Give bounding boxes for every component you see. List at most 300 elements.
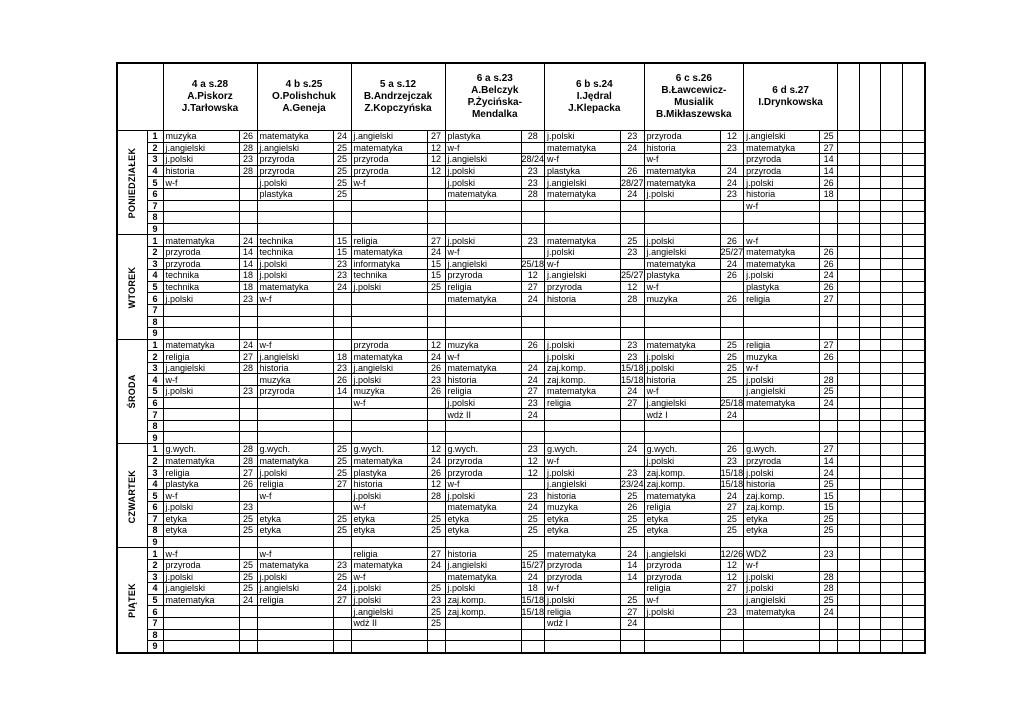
room-cell: 15 [427,258,445,270]
subject-cell [744,432,820,444]
subject-cell [445,304,521,316]
extra-cell [860,629,881,641]
extra-cell [860,304,881,316]
room-cell: 27 [820,444,838,456]
room-cell: 26 [720,235,744,247]
subject-cell: w-f [545,154,621,166]
room-cell [239,409,257,421]
day-label: WTOREK [117,235,147,339]
room-cell: 15/18 [720,479,744,490]
room-cell: 23 [820,548,838,560]
extra-cell [903,536,925,548]
extra-cell [903,223,925,235]
extra-cell [881,212,903,224]
subject-cell: muzyka [445,339,521,351]
subject-cell: technika [351,270,427,282]
subject-cell: matematyka [351,142,427,154]
subject-cell [744,420,820,432]
subject-cell: w-f [351,177,427,189]
lesson-number: 6 [147,502,163,514]
room-cell: 25 [820,478,838,490]
room-cell: 25/18 [720,397,744,408]
room-cell [521,420,545,432]
extra-cell [881,188,903,200]
subject-cell: j.angielski [445,559,521,571]
room-cell: 24 [621,386,645,398]
subject-cell: muzyka [644,293,720,305]
extra-cell [838,455,860,467]
extra-header-cell [881,63,903,131]
subject-cell [163,223,239,235]
extra-cell [903,548,925,560]
room-cell: 25 [720,525,744,537]
room-cell: 26 [621,502,645,514]
subject-cell: g.wych. [744,444,820,456]
room-cell: 27 [239,351,257,363]
subject-cell [644,316,720,328]
subject-cell: j.angielski [545,478,621,490]
day-label: PIĄTEK [117,548,147,653]
extra-cell [838,316,860,328]
room-cell: 15 [820,502,838,514]
subject-cell: technika [257,235,333,247]
room-cell: 14 [239,246,257,258]
subject-cell: etyka [744,513,820,525]
room-cell [720,212,744,224]
lesson-number: 6 [147,188,163,200]
subject-cell: w-f [545,583,621,595]
subject-cell: religia [644,583,720,595]
subject-cell: etyka [445,513,521,525]
subject-cell [644,629,720,641]
subject-cell: przyroda [644,559,720,571]
extra-cell [881,397,903,409]
room-cell [521,536,545,548]
room-cell: 12 [427,444,445,456]
room-cell: 23 [720,606,744,618]
lesson-row [117,444,925,456]
subject-cell [351,223,427,235]
extra-cell [903,212,925,224]
room-cell: 25 [333,177,351,189]
room-cell [621,258,645,270]
room-cell: 28 [621,293,645,305]
subject-cell: historia [445,374,521,386]
extra-cell [860,583,881,595]
subject-cell: matematyka [163,339,239,351]
subject-cell: j.angielski [351,131,427,143]
room-cell: 24 [427,246,445,258]
extra-cell [860,362,881,374]
room-cell: 25 [239,571,257,583]
subject-cell: j.angielski [257,583,333,595]
room-cell [427,223,445,235]
room-cell: 25 [333,455,351,467]
extra-cell [838,548,860,560]
subject-cell: etyka [644,513,720,525]
subject-cell: historia [163,165,239,177]
lesson-number: 4 [147,583,163,595]
room-cell [239,200,257,212]
class-header-line: J.Tarłowska [181,103,239,114]
room-cell [720,594,744,606]
lesson-row [117,154,925,166]
subject-cell: j.polski [163,571,239,583]
subject-cell [257,606,333,618]
room-cell [427,502,445,514]
lesson-row [117,188,925,200]
extra-cell [881,420,903,432]
class-header-line: 6 a s.23 [476,73,513,84]
extra-cell [860,235,881,247]
subject-cell: matematyka [545,548,621,560]
lesson-row [117,246,925,258]
room-cell: 27 [820,339,838,351]
subject-cell [545,432,621,444]
lesson-number: 5 [147,386,163,398]
extra-cell [903,131,925,143]
subject-cell: historia [744,478,820,490]
subject-cell: matematyka [163,594,239,606]
subject-cell: matematyka [163,235,239,247]
subject-cell [744,536,820,548]
room-cell: 14 [239,258,257,270]
extra-cell [903,478,925,490]
extra-cell [881,223,903,235]
subject-cell: matematyka [744,606,820,618]
extra-cell [860,212,881,224]
class-header [644,63,744,131]
room-cell [333,432,351,444]
subject-cell: j.polski [644,235,720,247]
extra-cell [903,177,925,189]
room-cell: 12/26 [720,548,744,559]
room-cell: 25 [333,154,351,166]
subject-cell: j.polski [257,467,333,479]
subject-cell: j.polski [257,258,333,270]
subject-cell [257,328,333,340]
extra-cell [838,246,860,258]
extra-cell [881,177,903,189]
lesson-number: 1 [147,339,163,351]
room-cell: 26 [427,386,445,398]
subject-cell: j.polski [163,386,239,398]
lesson-row [117,594,925,606]
room-cell [621,641,645,653]
day-label: CZWARTEK [117,444,147,548]
subject-cell: religia [257,594,333,606]
extra-cell [860,293,881,305]
subject-cell: etyka [351,513,427,525]
extra-cell [838,339,860,351]
lesson-number: 7 [147,513,163,525]
subject-cell: muzyka [545,502,621,514]
room-cell [333,617,351,629]
extra-cell [838,131,860,143]
extra-cell [881,293,903,305]
lesson-row [117,490,925,502]
subject-cell [744,641,820,653]
lesson-row [117,281,925,293]
room-cell [427,188,445,200]
room-cell [720,641,744,653]
extra-cell [903,351,925,363]
lesson-row [117,374,925,386]
extra-cell [838,188,860,200]
extra-cell [903,258,925,270]
room-cell: 25/27 [621,270,644,281]
subject-cell: matematyka [351,351,427,363]
extra-cell [860,478,881,490]
subject-cell [351,629,427,641]
room-cell [333,536,351,548]
extra-cell [860,223,881,235]
subject-cell [744,617,820,629]
room-cell: 23 [521,444,545,456]
room-cell [820,617,838,629]
lesson-number: 7 [147,304,163,316]
day-group [117,444,925,548]
subject-cell [744,409,820,421]
subject-cell [644,617,720,629]
subject-cell [545,420,621,432]
lesson-number: 3 [147,362,163,374]
subject-cell: plastyka [644,270,720,282]
subject-cell: w-f [163,490,239,502]
subject-cell: w-f [257,548,333,560]
extra-cell [860,339,881,351]
lesson-number: 4 [147,165,163,177]
class-header [545,63,645,131]
room-cell: 24 [621,617,645,629]
room-cell [820,536,838,548]
lesson-number: 2 [147,559,163,571]
subject-cell [351,420,427,432]
room-cell: 24 [720,258,744,270]
extra-cell [881,490,903,502]
extra-cell [903,641,925,653]
subject-cell: j.angielski [445,154,521,166]
room-cell [427,536,445,548]
extra-cell [860,374,881,386]
room-cell: 27 [427,548,445,560]
subject-cell: j.polski [257,177,333,189]
subject-cell: j.polski [744,374,820,386]
subject-cell: w-f [744,200,820,212]
room-cell: 25 [521,548,545,560]
room-cell [720,629,744,641]
subject-cell: przyroda [257,154,333,166]
subject-cell: zaj.komp. [545,374,621,386]
subject-cell: matematyka [445,571,521,583]
room-cell: 27 [239,467,257,479]
subject-cell: matematyka [644,258,720,270]
lesson-row [117,386,925,398]
subject-cell: matematyka [744,246,820,258]
class-header-line: A.Piskorz [187,91,233,102]
extra-cell [881,246,903,258]
subject-cell: j.angielski [445,258,521,270]
subject-cell: matematyka [545,142,621,154]
room-cell: 25 [427,606,445,618]
extra-cell [881,328,903,340]
extra-cell [903,490,925,502]
subject-cell [257,316,333,328]
lesson-number: 5 [147,177,163,189]
extra-cell [881,386,903,398]
room-cell: 12 [521,270,545,282]
extra-cell [903,432,925,444]
subject-cell: matematyka [257,559,333,571]
extra-cell [881,432,903,444]
room-cell: 12 [427,339,445,351]
extra-cell [838,281,860,293]
extra-cell [881,270,903,282]
room-cell [239,397,257,409]
lesson-number: 6 [147,606,163,618]
room-cell: 25/18 [521,258,545,269]
subject-cell: religia [163,467,239,479]
subject-cell: j.polski [257,571,333,583]
subject-cell: j.polski [445,397,521,409]
room-cell: 14 [820,165,838,177]
subject-cell: zaj.komp. [445,594,521,606]
subject-cell: etyka [351,525,427,537]
room-cell: 24 [820,467,838,479]
room-cell [720,316,744,328]
room-cell: 23 [521,235,545,247]
room-cell [720,536,744,548]
room-cell [820,316,838,328]
day-group [117,548,925,653]
room-cell: 28 [239,165,257,177]
room-cell: 24 [239,339,257,351]
lesson-row [117,502,925,514]
subject-cell: matematyka [744,397,820,409]
subject-cell [163,200,239,212]
subject-cell: historia [351,478,427,490]
room-cell [820,409,838,421]
subject-cell: WDŻ [744,548,820,560]
room-cell: 28 [239,142,257,154]
room-cell [820,559,838,571]
subject-cell [257,617,333,629]
subject-cell: w-f [445,478,521,490]
room-cell [239,188,257,200]
room-cell: 15/18 [621,363,644,374]
extra-cell [860,258,881,270]
lesson-row [117,420,925,432]
room-cell: 25 [427,525,445,537]
subject-cell [445,641,521,653]
lesson-number: 3 [147,154,163,166]
room-cell [427,397,445,409]
subject-cell: g.wych. [257,444,333,456]
day-group [117,235,925,339]
subject-cell [257,420,333,432]
room-cell: 24 [521,409,545,421]
room-cell [621,629,645,641]
room-cell: 24 [720,165,744,177]
subject-cell: w-f [163,374,239,386]
room-cell: 25 [239,559,257,571]
subject-cell [445,432,521,444]
room-cell [820,200,838,212]
extra-cell [903,571,925,583]
extra-cell [838,293,860,305]
room-cell: 26 [521,339,545,351]
room-cell: 25 [820,525,838,537]
subject-cell: j.polski [744,270,820,282]
subject-cell: j.polski [163,154,239,166]
room-cell: 24 [521,293,545,305]
subject-cell: j.polski [644,606,720,618]
subject-cell: religia [545,606,621,618]
room-cell: 23 [239,293,257,305]
room-cell [621,212,645,224]
extra-cell [903,502,925,514]
room-cell: 25 [333,444,351,456]
lesson-row [117,223,925,235]
extra-cell [838,154,860,166]
subject-cell: przyroda [744,165,820,177]
extra-cell [860,432,881,444]
lesson-number: 2 [147,142,163,154]
room-cell: 23 [521,177,545,189]
subject-cell [257,641,333,653]
subject-cell: j.angielski [545,270,621,282]
extra-cell [903,165,925,177]
room-cell: 26 [820,177,838,189]
room-cell [820,629,838,641]
extra-cell [860,536,881,548]
subject-cell: przyroda [351,339,427,351]
room-cell: 15/27 [521,560,545,571]
subject-cell: matematyka [744,258,820,270]
room-cell: 28 [427,490,445,502]
subject-cell: w-f [351,502,427,514]
room-cell: 15 [427,270,445,282]
extra-cell [903,281,925,293]
subject-cell [163,629,239,641]
lesson-row [117,525,925,537]
room-cell [820,328,838,340]
room-cell [427,409,445,421]
room-cell: 25 [820,513,838,525]
subject-cell: matematyka [644,165,720,177]
room-cell: 23 [621,246,645,258]
lesson-row [117,131,925,143]
room-cell: 26 [720,270,744,282]
room-cell [820,362,838,374]
subject-cell: muzyka [351,386,427,398]
extra-cell [860,165,881,177]
lesson-number: 1 [147,235,163,247]
subject-cell: j.polski [445,490,521,502]
room-cell: 25 [720,362,744,374]
room-cell: 28 [820,571,838,583]
room-cell: 28/24 [521,154,545,165]
room-cell: 25 [333,513,351,525]
subject-cell [163,432,239,444]
subject-cell [257,397,333,409]
subject-cell: przyroda [351,154,427,166]
extra-cell [881,536,903,548]
room-cell [621,583,645,595]
room-cell [621,432,645,444]
subject-cell: g.wych. [445,444,521,456]
subject-cell: matematyka [351,246,427,258]
